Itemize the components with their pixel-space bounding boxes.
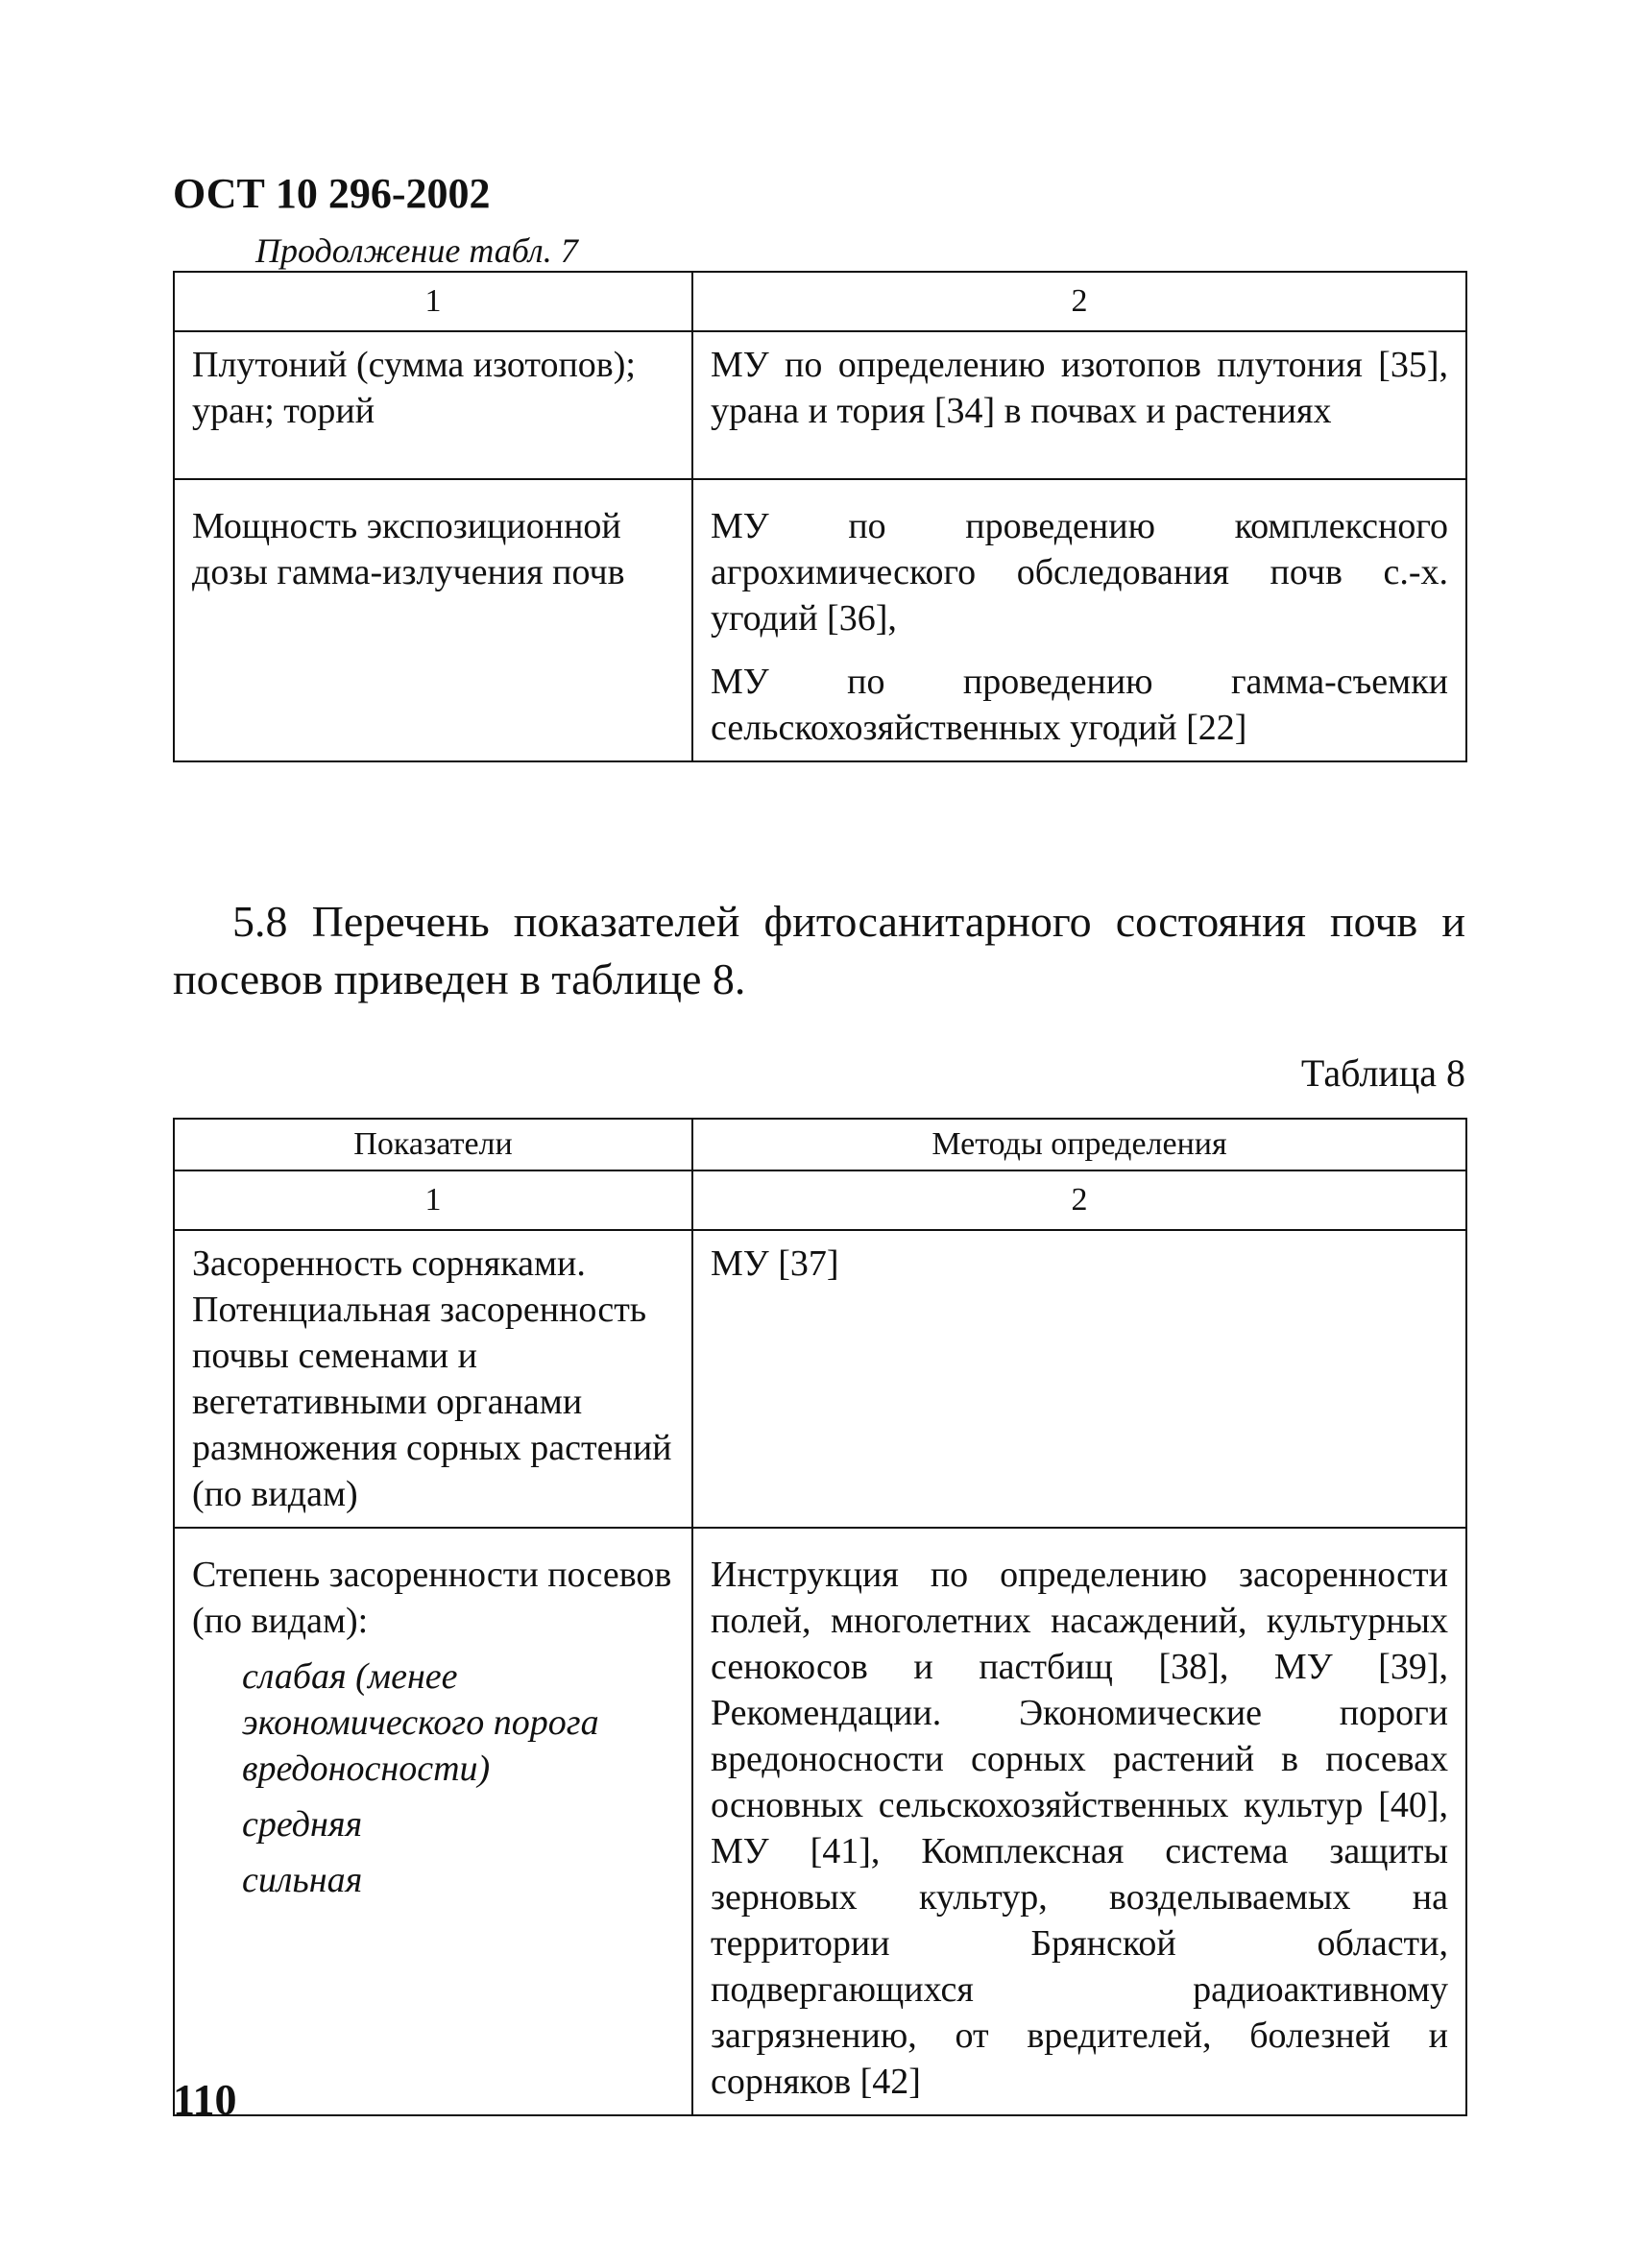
method-paragraph: МУ по проведению гамма-съемки сельскохозяйственных угодий [22] [711,662,1448,748]
column-number-1: 1 [174,272,692,331]
column-number-2: 2 [692,272,1466,331]
indicator-cell: Засоренность сорняками. Потенциальная засоренность почвы семенами и вегетативными органами размножения сорных растений (по видам) [174,1230,692,1528]
column-header-methods: Методы определения [692,1119,1466,1170]
level-weak: слабая (менее экономического порога вредоносности) [242,1656,599,1789]
method-cell: МУ по определению изотопов плутония [35], урана и тория [34] в почвах и растениях [692,331,1466,479]
method-paragraph: МУ по проведению комплексного агрохимического обследования почв с.-х. угодий [36], [711,506,1448,639]
method-cell: МУ [37] [692,1230,1466,1528]
column-number-2: 2 [692,1170,1466,1230]
indicator-text: Степень засоренности посевов (по видам): [192,1555,672,1641]
section-5-8-paragraph: 5.8 Перечень показателей фитосанитарного состояния почв и посевов приведен в таблице 8. [173,897,1465,1003]
document-code: ОСТ 10 296-2002 [173,170,491,217]
method-cell [692,479,1466,761]
column-header-indicators: Показатели [174,1119,692,1170]
table-row [174,1528,1466,2115]
column-number-1: 1 [174,1170,692,1230]
table-row [174,479,1466,761]
level-medium: средняя [242,1804,363,1845]
table-8-caption: Таблица 8 [1300,1051,1465,1095]
indicator-cell: Плутоний (сумма изотопов); уран; торий [174,331,692,479]
table-row [174,1230,1466,1528]
indicator-cell [174,1528,692,2115]
level-strong: сильная [242,1860,363,1900]
table-8 [173,1118,1467,2116]
indicator-cell: Мощность экспозиционной дозы гамма-излучения почв [174,479,692,761]
method-cell: Инструкция по определению засоренности полей, многолетних насаждений, культурных сенокосов и пастбищ [38], МУ [39], Рекомендации. Экономические пороги вредоносности сорных растений в посевах основных сельскохозяйственных культур [40], МУ [41], Комплексная система защиты зерновых культур, возделываемых на территории Брянской области, подвергающихся радиоактивному загрязнению, от вредителей, болезней и сорняков [42] [692,1528,1466,2115]
table-7-continuation [173,271,1467,762]
table-8-header-row [174,1119,1466,1170]
page-number: 110 [173,2075,237,2124]
table-7-column-numbers [174,272,1466,331]
table-8-column-numbers [174,1170,1466,1230]
table-row [174,331,1466,479]
table-continuation-label: Продолжение табл. 7 [255,231,578,270]
